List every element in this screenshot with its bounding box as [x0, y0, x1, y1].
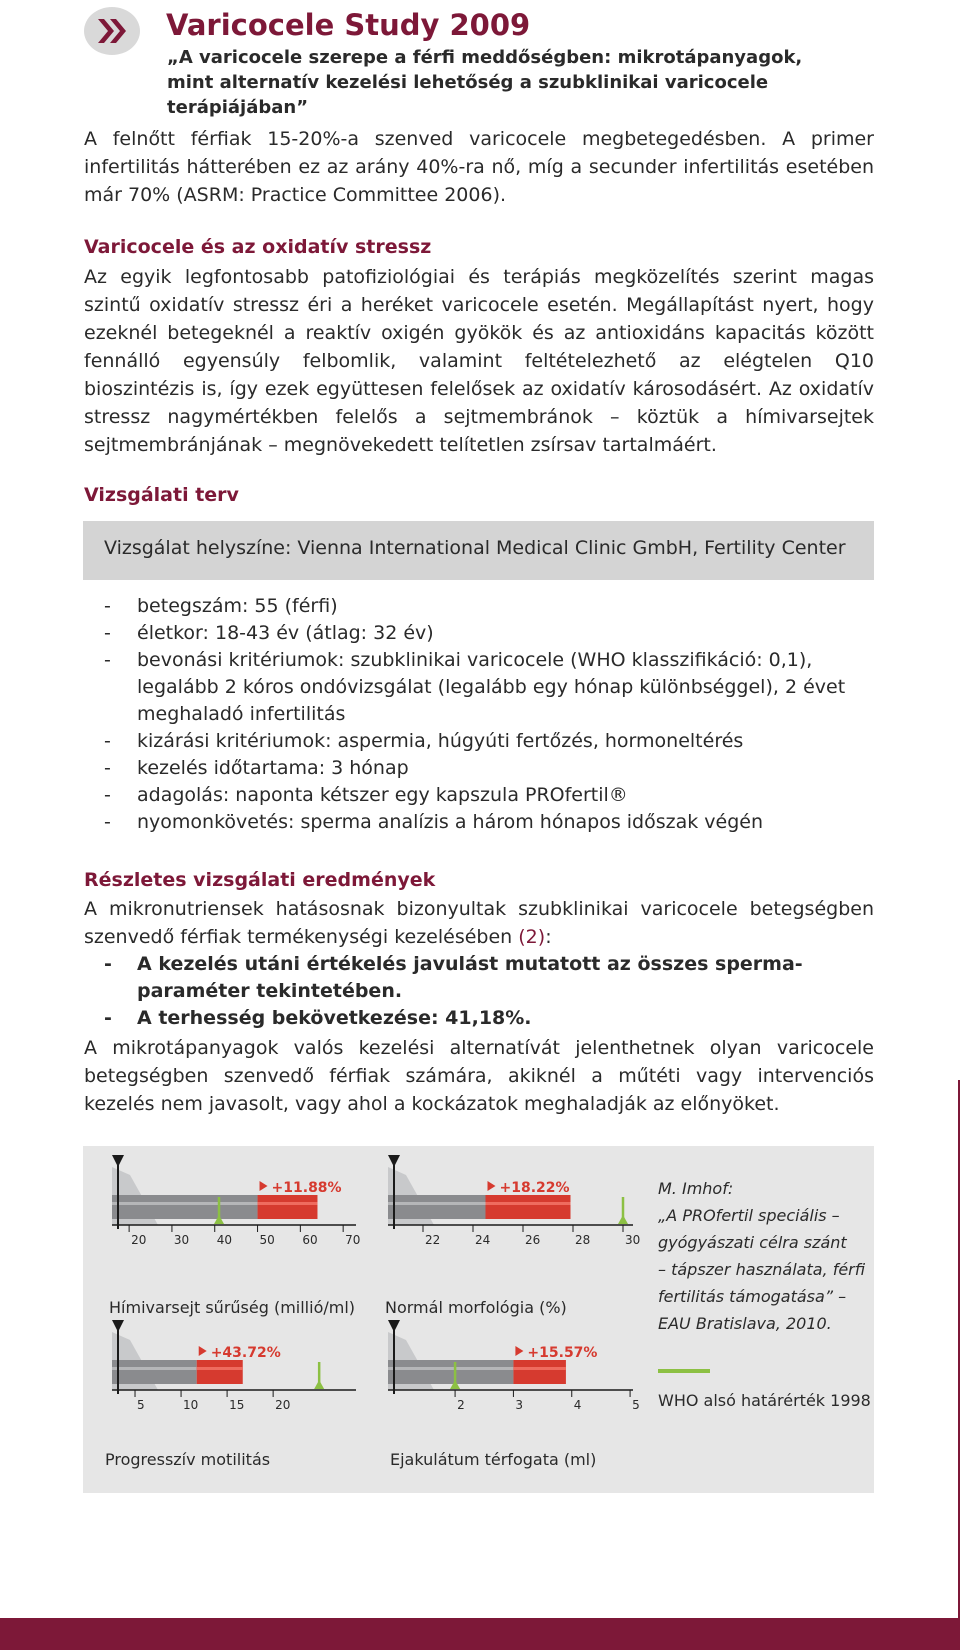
tick-label: 10: [183, 1398, 199, 1412]
tick-label: 22: [425, 1233, 441, 1247]
change-arrow-icon: [260, 1181, 268, 1191]
quote-line: – tápszer használata, férfi: [658, 1260, 866, 1279]
study-location: Vizsgálat helyszíne: Vienna International Medical Clinic GmbH, Fertility Center: [104, 537, 846, 559]
tick-label: 50: [259, 1233, 275, 1247]
list-item: - nyomonkövetés: sperma analízis a három hónapos időszak végén: [84, 809, 874, 836]
list-item: - bevonási kritériumok: szubklinikai varicocele (WHO klasszifikáció: 0,1), legalább 2 kóros ondóvizsgálat (legalább egy hónap különbséggel), 2 évet meghaladó infertilitás: [84, 647, 874, 728]
increase-bar-highlight: [513, 1367, 566, 1370]
list-item: - adagolás: naponta kétszer egy kapszula PROfertil®: [84, 782, 874, 809]
baseline-bar: [112, 1195, 258, 1219]
increase-bar: [486, 1195, 571, 1219]
citation-quote: [658, 1175, 868, 1337]
list-item: - kizárási kritériumok: aspermia, húgyúti fertőzés, hormoneltérés: [84, 728, 874, 755]
quote-line: „A PROfertil speciális –: [658, 1206, 840, 1225]
chart-title: Hímivarsejt sűrűség (millió/ml): [109, 1298, 356, 1317]
tick-label: 20: [275, 1398, 291, 1412]
quote-line: fertilitás támogatása” –: [658, 1287, 847, 1306]
tick-label: 30: [625, 1233, 641, 1247]
page-title: Varicocele Study 2009: [166, 8, 531, 42]
who-min-marker-icon: [314, 1380, 324, 1389]
tick-label: 28: [575, 1233, 591, 1247]
heading-study-plan: Vizsgálati terv: [84, 484, 239, 506]
chart-title: Normál morfológia (%): [385, 1298, 567, 1317]
tick-label: 26: [525, 1233, 541, 1247]
increase-bar-highlight: [197, 1367, 243, 1370]
chart-group: [388, 1320, 640, 1469]
tick-label: 3: [515, 1398, 524, 1412]
increase-bar-highlight: [258, 1202, 318, 1205]
tick-label: 15: [229, 1398, 245, 1412]
tick-label: 20: [131, 1233, 147, 1247]
footer-bar: [0, 1618, 960, 1650]
list-item: - A terhesség bekövetkezése: 41,18%.: [84, 1005, 874, 1032]
pointer-icon: [112, 1320, 124, 1332]
change-arrow-icon: [515, 1346, 523, 1356]
baseline-bar: [388, 1195, 486, 1219]
legend-label: WHO alsó határérték 1998: [658, 1391, 871, 1410]
chart-title: Progresszív motilitás: [105, 1450, 271, 1469]
baseline-bar-highlight: [112, 1202, 258, 1205]
change-label: +15.57%: [527, 1345, 598, 1361]
subtitle-line-2: mint alternatív kezelési lehetőség a szubklinikai varicocele terápiájában”: [167, 72, 769, 118]
quote-line: M. Imhof:: [658, 1179, 734, 1198]
pointer-icon: [112, 1155, 124, 1167]
heading-oxidative-stress: Varicocele és az oxidatív stressz: [84, 236, 432, 258]
results-text: A mikronutriensek hatásosnak bizonyultak szubklinikai varicocele betegségben szenvedő férfiak termékenységi kezelésében: [84, 898, 874, 948]
reference-link[interactable]: (2): [518, 926, 546, 948]
subtitle-line-1: „A varicocele szerepe a férfi meddőségben: mikrotápanyagok,: [167, 47, 803, 68]
results-colon: :: [545, 926, 552, 948]
baseline-bar: [388, 1360, 513, 1384]
tick-label: 40: [216, 1233, 233, 1247]
tick-label: 24: [475, 1233, 491, 1247]
baseline-bar-highlight: [388, 1202, 486, 1205]
tick-label: 5: [137, 1398, 145, 1412]
tick-label: 70: [345, 1233, 361, 1247]
tick-label: 60: [302, 1233, 318, 1247]
change-arrow-icon: [488, 1181, 496, 1191]
heading-results: Részletes vizsgálati eredmények: [84, 869, 436, 891]
increase-bar-highlight: [486, 1202, 571, 1205]
quote-line: EAU Bratislava, 2010.: [658, 1314, 832, 1333]
chart-group: [109, 1155, 360, 1317]
legend-swatch: [658, 1369, 710, 1373]
list-item: - betegszám: 55 (férfi): [84, 593, 874, 620]
chart-group: [105, 1320, 356, 1469]
pointer-icon: [388, 1320, 400, 1332]
chart-group: [385, 1155, 640, 1317]
quote-line: gyógyászati célra szánt: [658, 1233, 847, 1252]
list-item: - A kezelés utáni értékelés javulást mutatott az összes sperma-paraméter tekintetében.: [84, 951, 874, 1005]
change-label: +18.22%: [499, 1180, 570, 1196]
list-item: - életkor: 18-43 év (átlag: 32 év): [84, 620, 874, 647]
baseline-bar: [112, 1360, 197, 1384]
tick-label: 4: [573, 1398, 582, 1412]
closing-paragraph: A mikrotápanyagok valós kezelési alternatívát jelenthetnek olyan varicocele betegségben szenvedő férfiak számára, akiknél a műtéti vagy intervenciós kezelés nem javasolt, vagy ahol a kockázatok meghaladják az előnyöket.: [84, 1037, 874, 1115]
change-arrow-icon: [199, 1346, 207, 1356]
tick-label: 30: [173, 1233, 190, 1247]
baseline-bar-highlight: [112, 1367, 197, 1370]
intro-paragraph: A felnőtt férfiak 15-20%-a szenved varicocele megbetegedésben. A primer infertilitás hátterében ez az arány 40%-ra nő, míg a secunder infertilitás esetében már 70% (ASRM: Practice Committee 2006).: [84, 128, 874, 206]
pointer-icon: [388, 1155, 400, 1167]
increase-bar: [258, 1195, 318, 1219]
tick-label: 5: [632, 1398, 640, 1412]
list-item: - kezelés időtartama: 3 hónap: [84, 755, 874, 782]
who-min-marker-icon: [618, 1215, 628, 1224]
oxidative-stress-paragraph: Az egyik legfontosabb patofiziológiai és terápiás megközelítés szerint magas szintű oxidatív stressz éri a heréket varicocele esetén. Megállapítást nyert, hogy ezeknél betegeknél a reaktív oxigén gyökök és az antioxidáns kapacitás között fennálló egyensúly felbomlik, valamint feltételezhető az elégtelen Q10 bioszintézis is, így ezek együttesen felelősek az oxidatív károsodásért. Az oxidatív stressz nagymértékben felelős a sejtmembránok – köztük a hímivarsejtek sejtmembránjának – megnövekedett telítetlen zsírsav tartalmáért.: [84, 266, 874, 456]
change-label: +11.88%: [271, 1180, 342, 1196]
chart-title: Ejakulátum térfogata (ml): [390, 1450, 597, 1469]
baseline-bar-highlight: [388, 1367, 513, 1370]
change-label: +43.72%: [210, 1345, 281, 1361]
increase-bar: [197, 1360, 243, 1384]
increase-bar: [513, 1360, 566, 1384]
tick-label: 2: [457, 1398, 465, 1412]
